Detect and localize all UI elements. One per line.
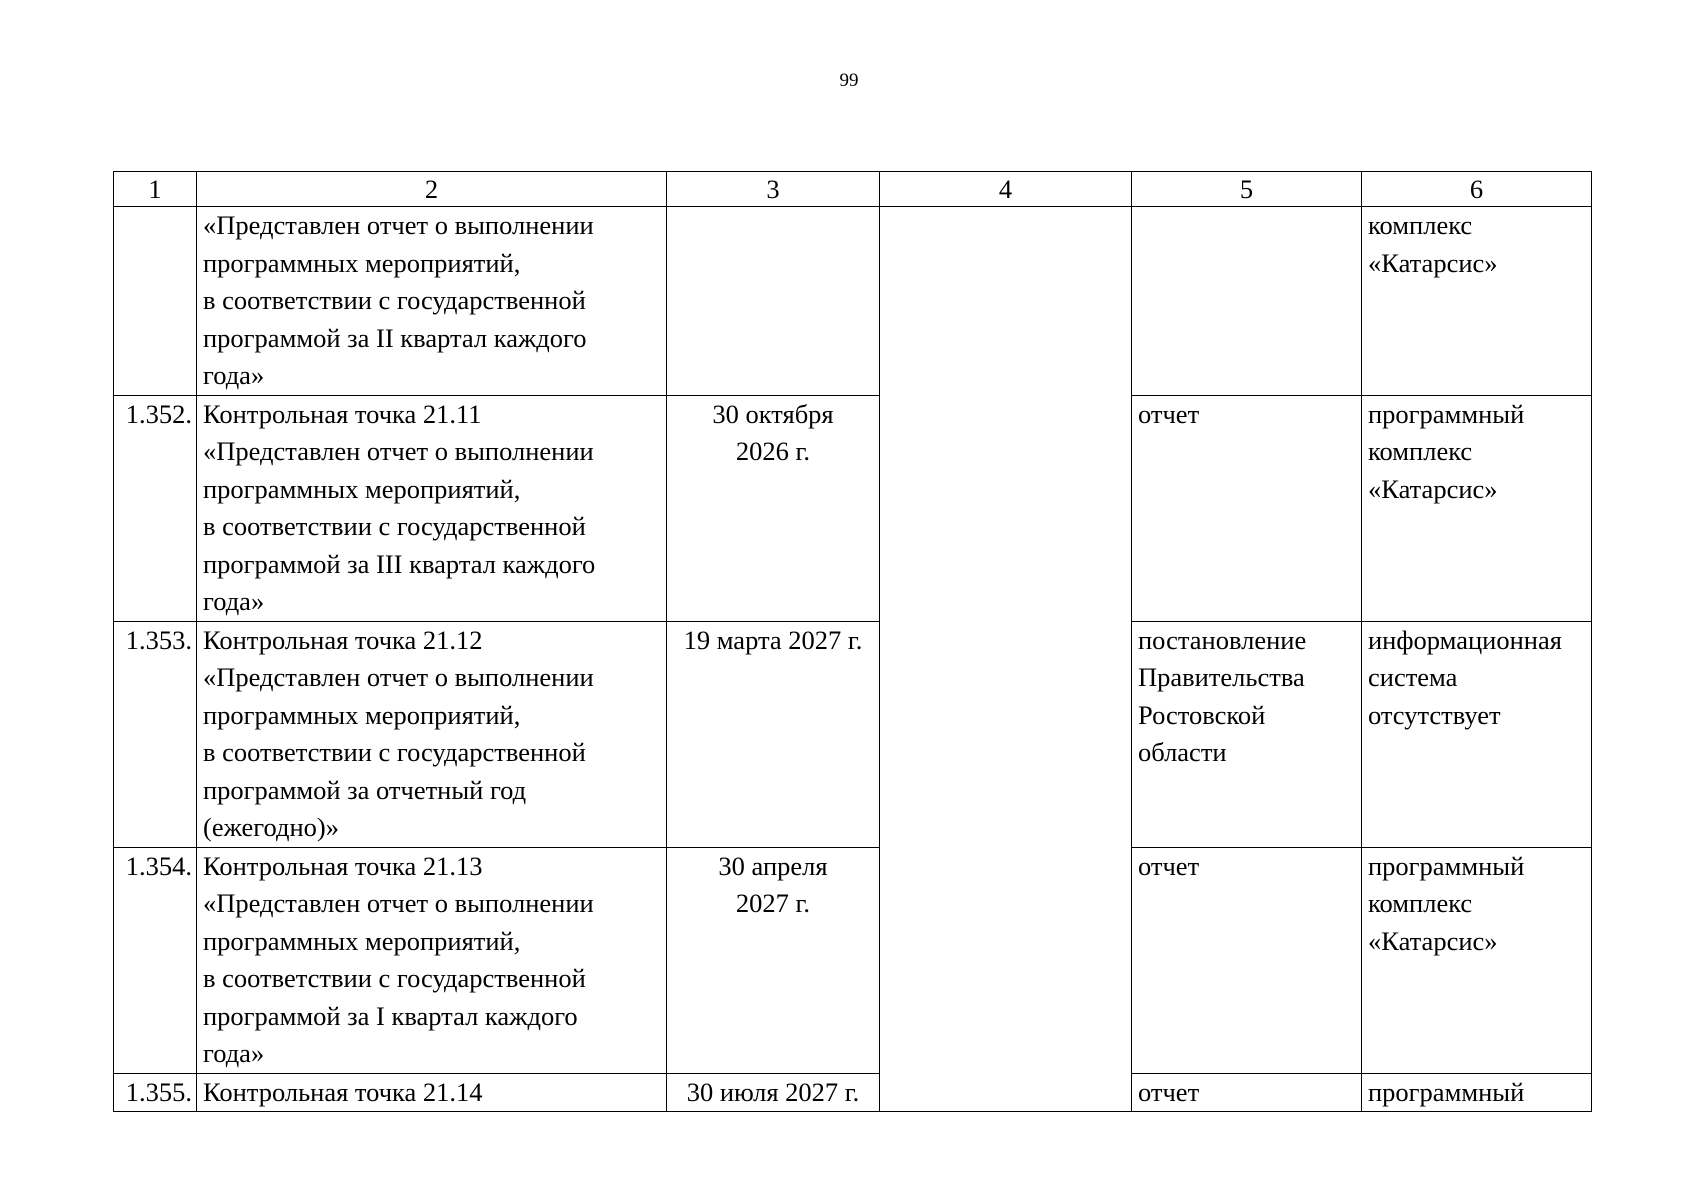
desc-line: «Представлен отчет о выполнении	[203, 436, 594, 466]
desc-line: программой за отчетный год	[203, 774, 527, 805]
date-cell	[667, 1073, 880, 1112]
desc-line: Контрольная точка 21.11	[203, 398, 482, 429]
desc-line: в соответствии с государственной	[203, 963, 586, 993]
column-header-6: 6	[1362, 172, 1592, 207]
date-line: 2026 г.	[735, 436, 811, 466]
row-number-cell	[114, 207, 197, 396]
column-header-4: 4	[880, 172, 1132, 207]
information-system-cell	[1362, 847, 1592, 1073]
control-points-table	[113, 171, 1592, 1112]
desc-line: программой за II квартал каждого	[203, 322, 587, 353]
document-type-cell	[1132, 1073, 1362, 1112]
desc-line: Контрольная точка 21.14	[203, 1076, 483, 1107]
desc-line: года»	[203, 360, 265, 390]
page-number: 99	[839, 70, 859, 91]
desc-line: в соответствии с государственной	[203, 511, 586, 541]
table-row	[114, 395, 1592, 621]
table-row	[114, 621, 1592, 847]
description-cell	[197, 847, 667, 1073]
system-line: отсутствует	[1368, 699, 1501, 730]
desc-line: «Представлен отчет о выполнении	[203, 662, 594, 692]
desc-line: «Представлен отчет о выполнении	[203, 210, 594, 240]
system-line: комплекс	[1368, 888, 1473, 918]
description-cell	[197, 621, 667, 847]
row-number-cell: 1.354.	[114, 847, 197, 1073]
row-number-cell: 1.352.	[114, 395, 197, 621]
date-cell	[667, 395, 880, 621]
date-cell	[667, 847, 880, 1073]
date-line: 30 октября	[712, 398, 834, 429]
table-row	[114, 207, 1592, 396]
doc-line: постановление	[1138, 624, 1307, 655]
system-line: комплекс	[1368, 436, 1473, 466]
system-line: «Катарсис»	[1368, 247, 1498, 278]
date-cell	[667, 621, 880, 847]
description-cell	[197, 395, 667, 621]
date-cell	[667, 207, 880, 396]
document-type-cell	[1132, 207, 1362, 396]
doc-line: отчет	[1138, 398, 1200, 429]
desc-line: «Представлен отчет о выполнении	[203, 888, 594, 918]
system-line: «Катарсис»	[1368, 473, 1498, 504]
column-header-3: 3	[667, 172, 880, 207]
responsible-cell	[880, 207, 1132, 1112]
desc-line: программой за I квартал каждого	[203, 1000, 578, 1031]
desc-line: программных мероприятий,	[203, 699, 521, 730]
desc-line: программой за III квартал каждого	[203, 548, 596, 579]
system-line: программный	[1368, 1076, 1525, 1107]
table-row	[114, 847, 1592, 1073]
desc-line: программных мероприятий,	[203, 247, 521, 278]
column-header-1: 1	[114, 172, 197, 207]
date-line: 30 июля 2027 г.	[686, 1076, 860, 1107]
system-line: система	[1368, 662, 1458, 692]
desc-line: программных мероприятий,	[203, 473, 521, 504]
system-line: комплекс	[1368, 210, 1473, 240]
row-number-cell: 1.353.	[114, 621, 197, 847]
system-line: программный	[1368, 850, 1525, 881]
document-type-cell	[1132, 395, 1362, 621]
desc-line: программных мероприятий,	[203, 925, 521, 956]
desc-line: года»	[203, 586, 265, 616]
information-system-cell	[1362, 1073, 1592, 1112]
description-cell	[197, 207, 667, 396]
table-row	[114, 1073, 1592, 1112]
system-line: «Катарсис»	[1368, 925, 1498, 956]
date-line: 30 апреля	[718, 850, 828, 881]
desc-line: года»	[203, 1038, 265, 1068]
doc-line: Ростовской	[1138, 699, 1266, 730]
desc-line: в соответствии с государственной	[203, 285, 586, 315]
desc-line: Контрольная точка 21.12	[203, 624, 483, 655]
information-system-cell	[1362, 621, 1592, 847]
row-number-cell: 1.355.	[114, 1073, 197, 1112]
desc-line: Контрольная точка 21.13	[203, 850, 483, 881]
date-line: 19 марта 2027 г.	[683, 624, 863, 655]
document-type-cell	[1132, 847, 1362, 1073]
table-header-row	[114, 172, 1592, 207]
information-system-cell	[1362, 395, 1592, 621]
system-line: информационная	[1368, 624, 1562, 655]
doc-line: Правительства	[1138, 662, 1305, 692]
desc-line: в соответствии с государственной	[203, 737, 586, 767]
column-header-5: 5	[1132, 172, 1362, 207]
doc-line: области	[1138, 737, 1227, 767]
date-line: 2027 г.	[735, 888, 811, 918]
description-cell	[197, 1073, 667, 1112]
document-type-cell	[1132, 621, 1362, 847]
information-system-cell	[1362, 207, 1592, 396]
system-line: программный	[1368, 398, 1525, 429]
column-header-2: 2	[197, 172, 667, 207]
desc-line: (ежегодно)»	[203, 812, 339, 842]
doc-line: отчет	[1138, 850, 1200, 881]
doc-line: отчет	[1138, 1076, 1200, 1107]
